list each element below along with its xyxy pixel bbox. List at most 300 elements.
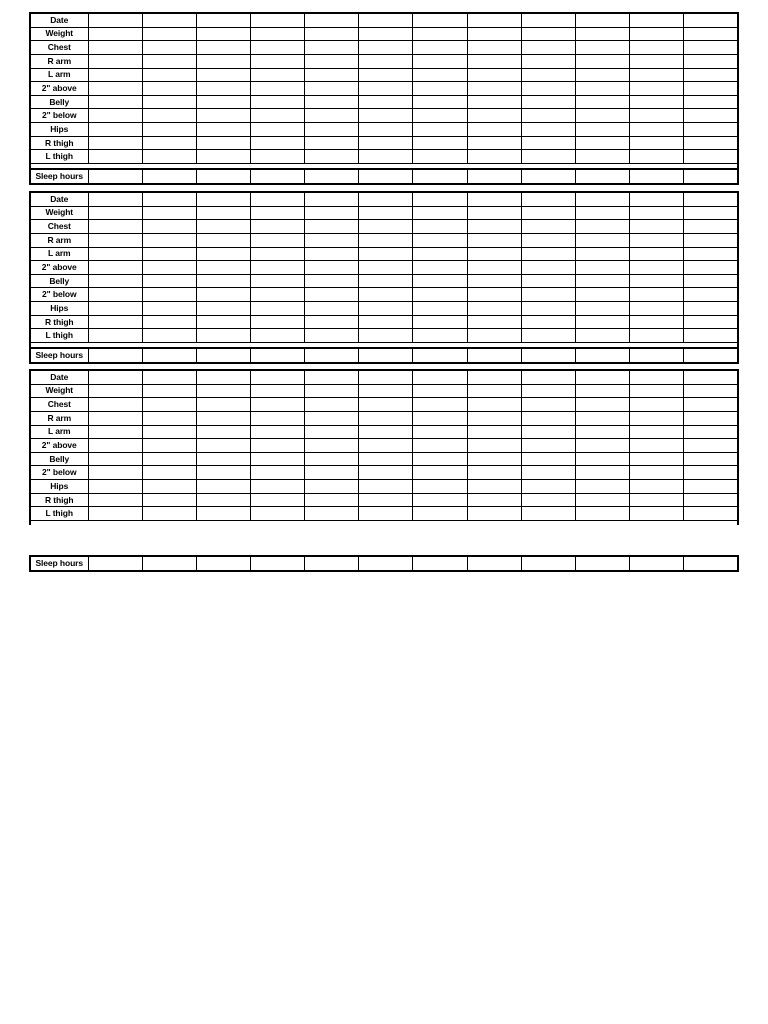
entry-cell[interactable] [142, 274, 196, 288]
entry-cell[interactable] [196, 169, 250, 184]
entry-cell[interactable] [413, 274, 467, 288]
entry-cell[interactable] [142, 123, 196, 137]
entry-cell[interactable] [142, 41, 196, 55]
entry-cell[interactable] [250, 398, 304, 412]
entry-cell[interactable] [575, 247, 629, 261]
entry-cell[interactable] [359, 288, 413, 302]
entry-cell[interactable] [305, 54, 359, 68]
entry-cell[interactable] [521, 466, 575, 480]
entry-cell[interactable] [196, 411, 250, 425]
entry-cell[interactable] [196, 123, 250, 137]
entry-cell[interactable] [575, 493, 629, 507]
entry-cell[interactable] [88, 261, 142, 275]
entry-cell[interactable] [250, 329, 304, 343]
entry-cell[interactable] [575, 233, 629, 247]
entry-cell[interactable] [467, 439, 521, 453]
entry-cell[interactable] [142, 95, 196, 109]
entry-cell[interactable] [684, 425, 738, 439]
entry-cell[interactable] [359, 480, 413, 494]
entry-cell[interactable] [250, 302, 304, 316]
entry-cell[interactable] [250, 411, 304, 425]
entry-cell[interactable] [467, 82, 521, 96]
entry-cell[interactable] [196, 261, 250, 275]
entry-cell[interactable] [413, 206, 467, 220]
entry-cell[interactable] [88, 466, 142, 480]
entry-cell[interactable] [359, 13, 413, 27]
entry-cell[interactable] [305, 233, 359, 247]
entry-cell[interactable] [305, 220, 359, 234]
entry-cell[interactable] [684, 220, 738, 234]
entry-cell[interactable] [88, 370, 142, 384]
entry-cell[interactable] [305, 411, 359, 425]
entry-cell[interactable] [88, 136, 142, 150]
entry-cell[interactable] [142, 288, 196, 302]
entry-cell[interactable] [196, 329, 250, 343]
entry-cell[interactable] [630, 480, 684, 494]
entry-cell[interactable] [684, 411, 738, 425]
entry-cell[interactable] [305, 82, 359, 96]
entry-cell[interactable] [413, 150, 467, 164]
entry-cell[interactable] [413, 439, 467, 453]
entry-cell[interactable] [630, 302, 684, 316]
entry-cell[interactable] [521, 54, 575, 68]
entry-cell[interactable] [250, 150, 304, 164]
entry-cell[interactable] [413, 302, 467, 316]
entry-cell[interactable] [88, 54, 142, 68]
entry-cell[interactable] [467, 302, 521, 316]
entry-cell[interactable] [521, 398, 575, 412]
entry-cell[interactable] [196, 288, 250, 302]
entry-cell[interactable] [88, 206, 142, 220]
entry-cell[interactable] [684, 466, 738, 480]
entry-cell[interactable] [630, 384, 684, 398]
entry-cell[interactable] [521, 452, 575, 466]
entry-cell[interactable] [684, 384, 738, 398]
entry-cell[interactable] [630, 123, 684, 137]
entry-cell[interactable] [413, 452, 467, 466]
entry-cell[interactable] [196, 480, 250, 494]
entry-cell[interactable] [305, 150, 359, 164]
entry-cell[interactable] [88, 220, 142, 234]
entry-cell[interactable] [359, 315, 413, 329]
entry-cell[interactable] [250, 82, 304, 96]
entry-cell[interactable] [305, 348, 359, 363]
entry-cell[interactable] [521, 329, 575, 343]
entry-cell[interactable] [196, 384, 250, 398]
entry-cell[interactable] [359, 54, 413, 68]
entry-cell[interactable] [575, 466, 629, 480]
entry-cell[interactable] [413, 68, 467, 82]
entry-cell[interactable] [413, 136, 467, 150]
entry-cell[interactable] [575, 288, 629, 302]
entry-cell[interactable] [684, 95, 738, 109]
entry-cell[interactable] [305, 95, 359, 109]
entry-cell[interactable] [467, 192, 521, 206]
entry-cell[interactable] [521, 480, 575, 494]
entry-cell[interactable] [359, 206, 413, 220]
entry-cell[interactable] [467, 288, 521, 302]
entry-cell[interactable] [684, 82, 738, 96]
entry-cell[interactable] [250, 136, 304, 150]
entry-cell[interactable] [250, 41, 304, 55]
entry-cell[interactable] [413, 556, 467, 571]
entry-cell[interactable] [88, 41, 142, 55]
entry-cell[interactable] [88, 13, 142, 27]
entry-cell[interactable] [196, 192, 250, 206]
entry-cell[interactable] [467, 247, 521, 261]
entry-cell[interactable] [196, 109, 250, 123]
entry-cell[interactable] [359, 123, 413, 137]
entry-cell[interactable] [359, 136, 413, 150]
entry-cell[interactable] [250, 288, 304, 302]
entry-cell[interactable] [196, 233, 250, 247]
entry-cell[interactable] [467, 274, 521, 288]
entry-cell[interactable] [88, 169, 142, 184]
entry-cell[interactable] [684, 348, 738, 363]
entry-cell[interactable] [630, 41, 684, 55]
entry-cell[interactable] [142, 261, 196, 275]
entry-cell[interactable] [250, 13, 304, 27]
entry-cell[interactable] [630, 109, 684, 123]
entry-cell[interactable] [250, 206, 304, 220]
entry-cell[interactable] [413, 398, 467, 412]
entry-cell[interactable] [142, 206, 196, 220]
entry-cell[interactable] [250, 348, 304, 363]
entry-cell[interactable] [359, 329, 413, 343]
entry-cell[interactable] [88, 480, 142, 494]
entry-cell[interactable] [196, 247, 250, 261]
entry-cell[interactable] [521, 348, 575, 363]
entry-cell[interactable] [575, 41, 629, 55]
entry-cell[interactable] [467, 68, 521, 82]
entry-cell[interactable] [630, 329, 684, 343]
entry-cell[interactable] [467, 411, 521, 425]
entry-cell[interactable] [305, 398, 359, 412]
entry-cell[interactable] [413, 220, 467, 234]
entry-cell[interactable] [196, 13, 250, 27]
entry-cell[interactable] [88, 233, 142, 247]
entry-cell[interactable] [630, 233, 684, 247]
entry-cell[interactable] [196, 370, 250, 384]
entry-cell[interactable] [359, 169, 413, 184]
entry-cell[interactable] [575, 452, 629, 466]
entry-cell[interactable] [467, 150, 521, 164]
entry-cell[interactable] [575, 27, 629, 41]
entry-cell[interactable] [575, 425, 629, 439]
entry-cell[interactable] [196, 136, 250, 150]
entry-cell[interactable] [413, 54, 467, 68]
entry-cell[interactable] [250, 109, 304, 123]
entry-cell[interactable] [250, 425, 304, 439]
entry-cell[interactable] [521, 150, 575, 164]
entry-cell[interactable] [630, 466, 684, 480]
entry-cell[interactable] [630, 348, 684, 363]
entry-cell[interactable] [630, 68, 684, 82]
entry-cell[interactable] [88, 425, 142, 439]
entry-cell[interactable] [684, 247, 738, 261]
entry-cell[interactable] [521, 384, 575, 398]
entry-cell[interactable] [467, 109, 521, 123]
entry-cell[interactable] [413, 95, 467, 109]
entry-cell[interactable] [575, 136, 629, 150]
entry-cell[interactable] [467, 384, 521, 398]
entry-cell[interactable] [684, 480, 738, 494]
entry-cell[interactable] [88, 384, 142, 398]
entry-cell[interactable] [142, 398, 196, 412]
entry-cell[interactable] [88, 288, 142, 302]
entry-cell[interactable] [521, 411, 575, 425]
entry-cell[interactable] [413, 247, 467, 261]
entry-cell[interactable] [467, 480, 521, 494]
entry-cell[interactable] [467, 41, 521, 55]
entry-cell[interactable] [88, 247, 142, 261]
entry-cell[interactable] [196, 302, 250, 316]
entry-cell[interactable] [88, 329, 142, 343]
entry-cell[interactable] [142, 411, 196, 425]
entry-cell[interactable] [359, 68, 413, 82]
entry-cell[interactable] [305, 41, 359, 55]
entry-cell[interactable] [305, 384, 359, 398]
entry-cell[interactable] [575, 480, 629, 494]
entry-cell[interactable] [305, 315, 359, 329]
entry-cell[interactable] [250, 384, 304, 398]
entry-cell[interactable] [413, 109, 467, 123]
entry-cell[interactable] [305, 192, 359, 206]
entry-cell[interactable] [196, 41, 250, 55]
entry-cell[interactable] [250, 54, 304, 68]
entry-cell[interactable] [467, 27, 521, 41]
entry-cell[interactable] [88, 68, 142, 82]
entry-cell[interactable] [142, 27, 196, 41]
entry-cell[interactable] [684, 233, 738, 247]
entry-cell[interactable] [359, 302, 413, 316]
entry-cell[interactable] [142, 302, 196, 316]
entry-cell[interactable] [88, 315, 142, 329]
entry-cell[interactable] [575, 411, 629, 425]
entry-cell[interactable] [88, 150, 142, 164]
entry-cell[interactable] [413, 466, 467, 480]
entry-cell[interactable] [250, 233, 304, 247]
entry-cell[interactable] [575, 109, 629, 123]
entry-cell[interactable] [575, 82, 629, 96]
entry-cell[interactable] [250, 220, 304, 234]
entry-cell[interactable] [88, 274, 142, 288]
entry-cell[interactable] [142, 452, 196, 466]
entry-cell[interactable] [196, 82, 250, 96]
entry-cell[interactable] [521, 169, 575, 184]
entry-cell[interactable] [359, 274, 413, 288]
entry-cell[interactable] [521, 27, 575, 41]
entry-cell[interactable] [305, 288, 359, 302]
entry-cell[interactable] [250, 452, 304, 466]
entry-cell[interactable] [250, 466, 304, 480]
entry-cell[interactable] [684, 169, 738, 184]
entry-cell[interactable] [142, 169, 196, 184]
entry-cell[interactable] [684, 68, 738, 82]
entry-cell[interactable] [630, 82, 684, 96]
entry-cell[interactable] [630, 439, 684, 453]
entry-cell[interactable] [196, 452, 250, 466]
entry-cell[interactable] [467, 452, 521, 466]
entry-cell[interactable] [521, 439, 575, 453]
entry-cell[interactable] [521, 220, 575, 234]
entry-cell[interactable] [250, 27, 304, 41]
entry-cell[interactable] [88, 302, 142, 316]
entry-cell[interactable] [413, 329, 467, 343]
entry-cell[interactable] [467, 398, 521, 412]
entry-cell[interactable] [305, 13, 359, 27]
entry-cell[interactable] [575, 384, 629, 398]
entry-cell[interactable] [467, 425, 521, 439]
entry-cell[interactable] [142, 439, 196, 453]
entry-cell[interactable] [630, 13, 684, 27]
entry-cell[interactable] [413, 169, 467, 184]
entry-cell[interactable] [196, 220, 250, 234]
entry-cell[interactable] [359, 233, 413, 247]
entry-cell[interactable] [630, 136, 684, 150]
entry-cell[interactable] [359, 384, 413, 398]
entry-cell[interactable] [521, 261, 575, 275]
entry-cell[interactable] [359, 95, 413, 109]
entry-cell[interactable] [413, 192, 467, 206]
entry-cell[interactable] [521, 556, 575, 571]
entry-cell[interactable] [250, 68, 304, 82]
entry-cell[interactable] [359, 82, 413, 96]
entry-cell[interactable] [413, 480, 467, 494]
entry-cell[interactable] [684, 150, 738, 164]
entry-cell[interactable] [521, 13, 575, 27]
entry-cell[interactable] [467, 556, 521, 571]
entry-cell[interactable] [305, 247, 359, 261]
entry-cell[interactable] [196, 398, 250, 412]
entry-cell[interactable] [88, 95, 142, 109]
entry-cell[interactable] [196, 150, 250, 164]
entry-cell[interactable] [305, 136, 359, 150]
entry-cell[interactable] [359, 466, 413, 480]
entry-cell[interactable] [521, 425, 575, 439]
entry-cell[interactable] [413, 82, 467, 96]
entry-cell[interactable] [142, 136, 196, 150]
entry-cell[interactable] [250, 439, 304, 453]
entry-cell[interactable] [359, 41, 413, 55]
entry-cell[interactable] [88, 493, 142, 507]
entry-cell[interactable] [630, 169, 684, 184]
entry-cell[interactable] [250, 247, 304, 261]
entry-cell[interactable] [305, 425, 359, 439]
entry-cell[interactable] [359, 247, 413, 261]
entry-cell[interactable] [575, 169, 629, 184]
entry-cell[interactable] [359, 192, 413, 206]
entry-cell[interactable] [359, 348, 413, 363]
entry-cell[interactable] [359, 493, 413, 507]
entry-cell[interactable] [142, 247, 196, 261]
entry-cell[interactable] [467, 169, 521, 184]
entry-cell[interactable] [630, 261, 684, 275]
entry-cell[interactable] [630, 452, 684, 466]
entry-cell[interactable] [413, 370, 467, 384]
entry-cell[interactable] [684, 329, 738, 343]
entry-cell[interactable] [467, 348, 521, 363]
entry-cell[interactable] [413, 261, 467, 275]
entry-cell[interactable] [521, 68, 575, 82]
entry-cell[interactable] [575, 13, 629, 27]
entry-cell[interactable] [413, 348, 467, 363]
entry-cell[interactable] [359, 398, 413, 412]
entry-cell[interactable] [250, 493, 304, 507]
entry-cell[interactable] [467, 54, 521, 68]
entry-cell[interactable] [575, 439, 629, 453]
entry-cell[interactable] [575, 329, 629, 343]
entry-cell[interactable] [630, 315, 684, 329]
entry-cell[interactable] [142, 493, 196, 507]
entry-cell[interactable] [359, 370, 413, 384]
entry-cell[interactable] [521, 95, 575, 109]
entry-cell[interactable] [196, 54, 250, 68]
entry-cell[interactable] [413, 288, 467, 302]
entry-cell[interactable] [521, 233, 575, 247]
entry-cell[interactable] [305, 261, 359, 275]
entry-cell[interactable] [684, 54, 738, 68]
entry-cell[interactable] [305, 480, 359, 494]
entry-cell[interactable] [575, 274, 629, 288]
entry-cell[interactable] [521, 206, 575, 220]
entry-cell[interactable] [196, 68, 250, 82]
entry-cell[interactable] [142, 54, 196, 68]
entry-cell[interactable] [359, 425, 413, 439]
entry-cell[interactable] [467, 220, 521, 234]
entry-cell[interactable] [142, 233, 196, 247]
entry-cell[interactable] [467, 123, 521, 137]
entry-cell[interactable] [305, 123, 359, 137]
entry-cell[interactable] [196, 315, 250, 329]
entry-cell[interactable] [684, 439, 738, 453]
entry-cell[interactable] [305, 109, 359, 123]
entry-cell[interactable] [630, 493, 684, 507]
entry-cell[interactable] [467, 13, 521, 27]
entry-cell[interactable] [575, 123, 629, 137]
entry-cell[interactable] [575, 206, 629, 220]
entry-cell[interactable] [467, 233, 521, 247]
entry-cell[interactable] [630, 556, 684, 571]
entry-cell[interactable] [305, 206, 359, 220]
entry-cell[interactable] [142, 13, 196, 27]
entry-cell[interactable] [684, 109, 738, 123]
entry-cell[interactable] [196, 425, 250, 439]
entry-cell[interactable] [142, 370, 196, 384]
entry-cell[interactable] [521, 274, 575, 288]
entry-cell[interactable] [88, 348, 142, 363]
entry-cell[interactable] [142, 150, 196, 164]
entry-cell[interactable] [305, 439, 359, 453]
entry-cell[interactable] [359, 411, 413, 425]
entry-cell[interactable] [196, 348, 250, 363]
entry-cell[interactable] [467, 261, 521, 275]
entry-cell[interactable] [359, 27, 413, 41]
entry-cell[interactable] [575, 95, 629, 109]
entry-cell[interactable] [684, 370, 738, 384]
entry-cell[interactable] [684, 123, 738, 137]
entry-cell[interactable] [88, 109, 142, 123]
entry-cell[interactable] [630, 370, 684, 384]
entry-cell[interactable] [305, 329, 359, 343]
entry-cell[interactable] [575, 220, 629, 234]
entry-cell[interactable] [359, 220, 413, 234]
entry-cell[interactable] [250, 123, 304, 137]
entry-cell[interactable] [521, 493, 575, 507]
entry-cell[interactable] [196, 439, 250, 453]
entry-cell[interactable] [630, 398, 684, 412]
entry-cell[interactable] [142, 466, 196, 480]
